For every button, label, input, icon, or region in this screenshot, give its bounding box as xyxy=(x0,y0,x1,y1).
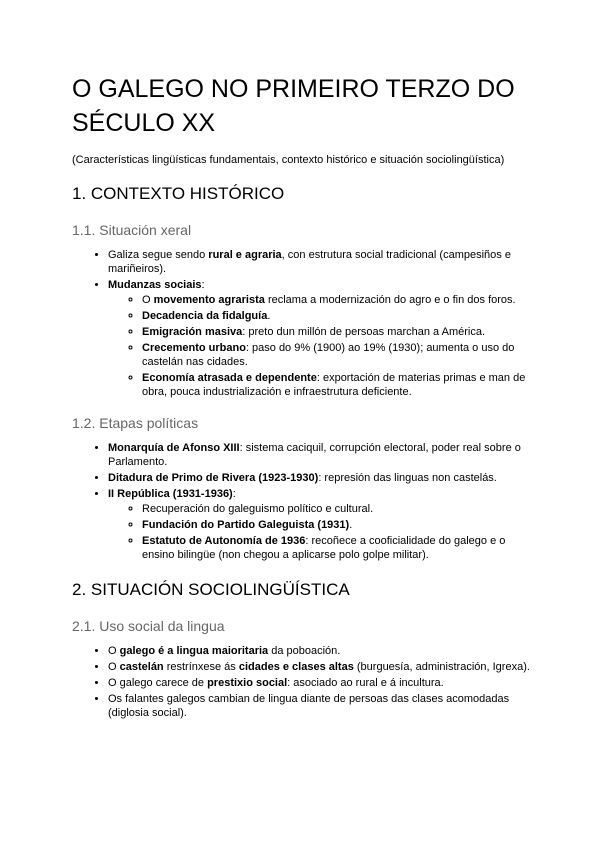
bullet-list xyxy=(72,441,532,562)
bullet-list xyxy=(72,248,532,399)
list-item: ◦ Recuperación do galeguismo político e cultural. xyxy=(142,502,532,516)
list-item: • O galego carece de prestixio social: asociado ao rural e á incultura. xyxy=(108,676,532,690)
subsection-heading-etapas: 1.2. Etapas políticas xyxy=(72,415,199,431)
list-item: ◦ Economía atrasada e dependente: exportación de materias primas e man de obra, pouca industrialización e infraestrutura deficiente. xyxy=(142,371,532,399)
section-heading-sociolinguistica: 2. SITUACIÓN SOCIOLINGÜÍSTICA xyxy=(72,580,350,599)
nested-bullet-list xyxy=(108,502,532,562)
list-item: ◦ O movemento agrarista reclama a modernización do agro e o fin dos foros. xyxy=(142,293,532,307)
list-item: • Ditadura de Primo de Rivera (1923-1930): represión das linguas non castelás. xyxy=(108,471,532,485)
document-page xyxy=(72,72,532,722)
list-item: • Monarquía de Afonso XIII: sistema caciquil, corrupción electoral, poder real sobre o Parlamento. xyxy=(108,441,532,469)
list-item: • Mudanzas sociais: ◦ O movemento agrarista reclama a modernización do agro e o fin dos foros. ◦ Decadencia da fidalguía. ◦ Emigración masiva: preto dun millón de persoas marchan a América. ◦ Crecemento urbano: paso do 9% (1900) ao 19% (1930); aumenta o uso do castelán nas cidades. ◦ Economía atrasada e dependente: exportación de materias primas e man de obra, pouca industrialización e infraestrutura deficiente. xyxy=(108,278,532,399)
document-title: O GALEGO NO PRIMEIRO TERZO DO SÉCULO XX xyxy=(72,75,515,137)
bullet-list xyxy=(72,644,532,720)
list-item: • Os falantes galegos cambian de lingua diante de persoas das clases acomodadas (diglosia social). xyxy=(108,692,532,720)
section-heading-contexto: 1. CONTEXTO HISTÓRICO xyxy=(72,184,285,203)
list-item: ◦ Fundación do Partido Galeguista (1931). xyxy=(142,518,532,532)
list-item: ◦ Emigración masiva: preto dun millón de persoas marchan a América. xyxy=(142,325,532,339)
subsection-heading-uso-social: 2.1. Uso social da lingua xyxy=(72,618,225,634)
list-item: • O castelán restrínxese ás cidades e clases altas (burguesía, administración, Igrexa). xyxy=(108,660,532,674)
list-item: ◦ Crecemento urbano: paso do 9% (1900) ao 19% (1930); aumenta o uso do castelán nas cidades. xyxy=(142,341,532,369)
list-item: ◦ Decadencia da fidalguía. xyxy=(142,309,532,323)
list-item: • O galego é a lingua maioritaria da poboación. xyxy=(108,644,532,658)
subsection-heading-situacion: 1.1. Situación xeral xyxy=(72,222,192,238)
list-item: • II República (1931-1936): ◦ Recuperación do galeguismo político e cultural. ◦ Fundación do Partido Galeguista (1931). ◦ Estatuto de Autonomía de 1936: recoñece a cooficialidade do galego e o ensino bilingüe (non chegou a aplicarse polo golpe militar). xyxy=(108,487,532,562)
list-item: ◦ Estatuto de Autonomía de 1936: recoñece a cooficialidade do galego e o ensino bilingüe (non chegou a aplicarse polo golpe militar). xyxy=(142,534,532,562)
nested-bullet-list xyxy=(108,293,532,399)
document-subtitle: (Características lingüísticas fundamentais, contexto histórico e situación sociolingüística) xyxy=(72,154,505,166)
list-item: • Galiza segue sendo rural e agraria, con estrutura social tradicional (campesiños e mariñeiros). xyxy=(108,248,532,276)
